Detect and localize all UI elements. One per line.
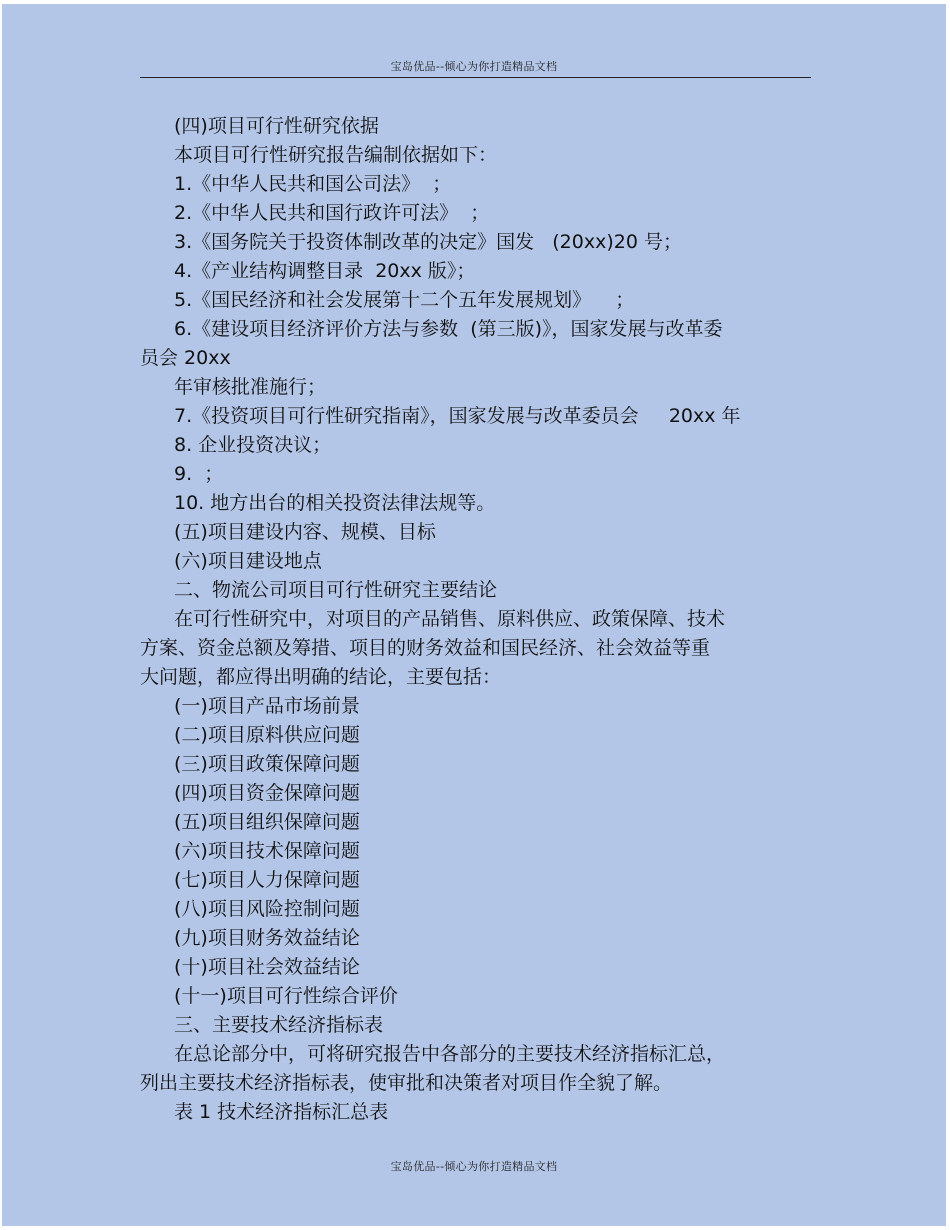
text-line: (一)项目产品市场前景 [174,695,360,717]
text-line: 6.《建设项目经济评价方法与参数 (第三版)》，国家发展与改革委 [174,318,723,340]
text-line: (八)项目风险控制问题 [174,898,360,920]
text-line: (九)项目财务效益结论 [174,927,360,949]
text-line: 二、物流公司项目可行性研究主要结论 [174,579,498,601]
text-line: 表 1 技术经济指标汇总表 [174,1101,389,1123]
text-line: 大问题，都应得出明确的结论，主要包括： [140,666,502,688]
text-line: 三、主要技术经济指标表 [174,1014,384,1036]
document-page [2,4,946,1226]
document-body [140,112,820,1127]
text-line: (十一)项目可行性综合评价 [174,985,398,1007]
text-line: (二)项目原料供应问题 [174,724,360,746]
text-line: 7.《投资项目可行性研究指南》，国家发展与改革委员会 20xx 年 [174,405,741,427]
page-footer: 宝岛优品--倾心为你打造精品文档 [390,1160,558,1173]
header-divider [140,77,811,78]
text-line: 员会 20xx [140,347,231,369]
text-line: 1.《中华人民共和国公司法》 ； [174,173,452,195]
text-line: 5.《国民经济和社会发展第十二个五年发展规划》 ； [174,289,635,311]
text-line: (五)项目建设内容、规模、目标 [174,521,436,543]
text-line: 本项目可行性研究报告编制依据如下： [174,144,498,166]
text-line: 4.《产业结构调整目录 20xx 版》； [174,260,476,282]
text-line: (五)项目组织保障问题 [174,811,360,833]
text-line: 9. ； [174,463,224,485]
text-line: 年审核批准施行； [174,376,327,398]
text-line: (四)项目可行性研究依据 [174,115,379,137]
text-line: (十)项目社会效益结论 [174,956,360,978]
page-header: 宝岛优品--倾心为你打造精品文档 [390,60,558,73]
text-line: 10. 地方出台的相关投资法律法规等。 [174,492,496,514]
text-line: 8. 企业投资决议； [174,434,332,456]
text-line: 方案、资金总额及筹措、项目的财务效益和国民经济、社会效益等重 [140,637,711,659]
text-line: (七)项目人力保障问题 [174,869,360,891]
text-line: 2.《中华人民共和国行政许可法》 ； [174,202,490,224]
text-line: (六)项目建设地点 [174,550,322,572]
text-line: 列出主要技术经济指标表，使审批和决策者对项目作全貌了解。 [140,1072,673,1094]
text-line: (四)项目资金保障问题 [174,782,360,804]
text-line: 在总论部分中，可将研究报告中各部分的主要技术经济指标汇总， [174,1043,726,1065]
text-line: (三)项目政策保障问题 [174,753,360,775]
text-line: (六)项目技术保障问题 [174,840,360,862]
text-line: 在可行性研究中，对项目的产品销售、原料供应、政策保障、技术 [174,608,726,630]
text-line: 3.《国务院关于投资体制改革的决定》国发 (20xx)20 号； [174,231,682,253]
